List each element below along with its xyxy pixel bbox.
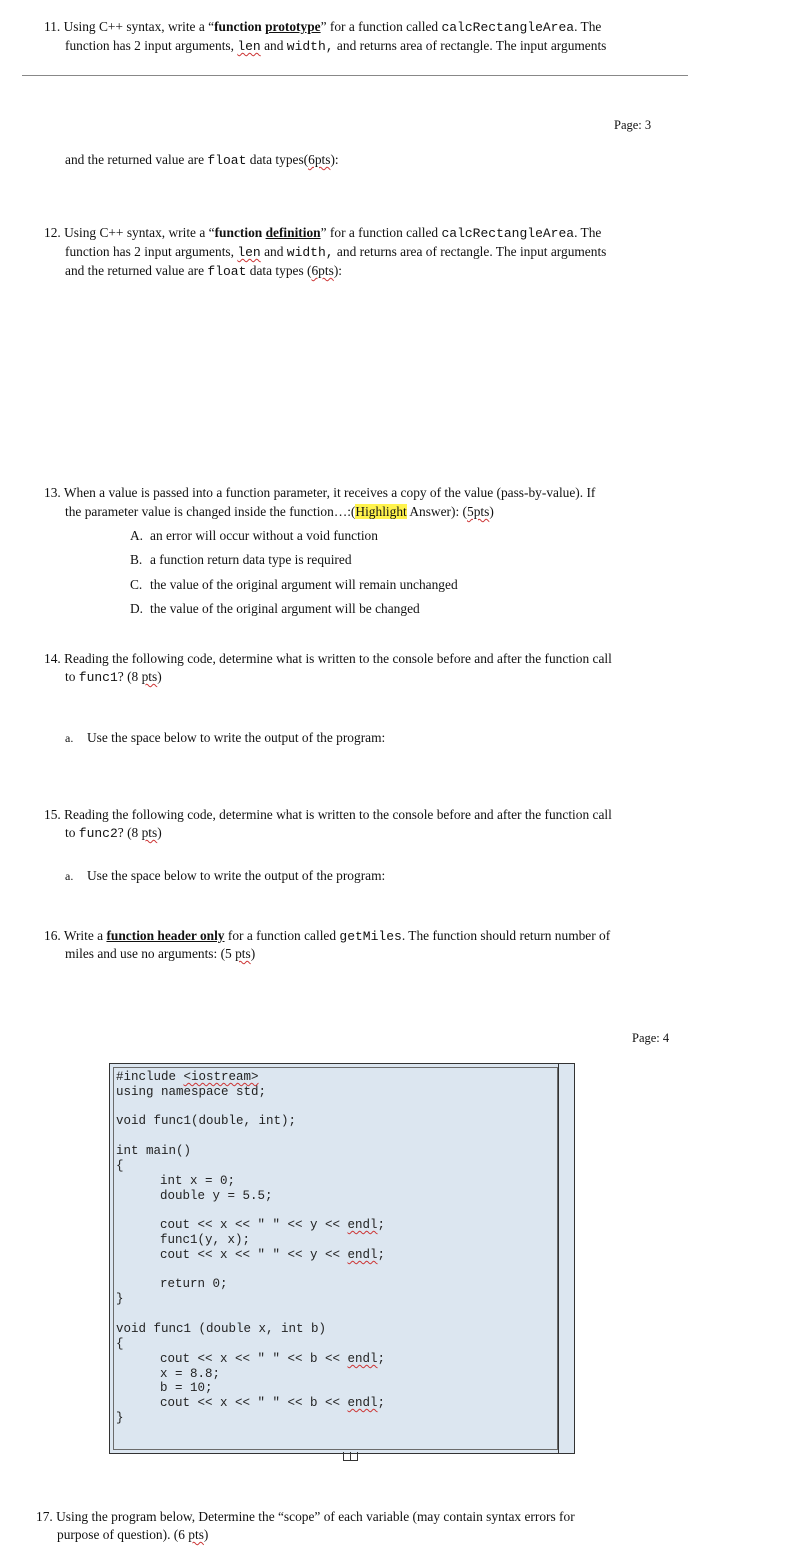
q14-line1: 14. Reading the following code, determine what is written to the console before and after the function call	[44, 651, 612, 666]
option-c[interactable]: C. the value of the original argument will remain unchanged	[130, 577, 458, 592]
code-cout-4: cout << x << " " << b << endl;	[160, 1396, 386, 1410]
code-main: int main()	[116, 1144, 192, 1158]
anchor-icon	[343, 1452, 358, 1461]
q17-number: 17.	[36, 1509, 53, 1524]
q14-line2: to func1? (8 pts)	[65, 669, 162, 685]
q12-function-name: calcRectangleArea	[441, 226, 575, 241]
q11-line1: 11. Using C++ syntax, write a “function prototype” for a function called calcRectangleArea. The	[44, 19, 602, 35]
q16-number: 16.	[44, 928, 61, 943]
q13-line2: the parameter value is changed inside the function…:(Highlight Answer): (5pts)	[65, 504, 494, 519]
q11-line2: function has 2 input arguments, len and width, and returns area of rectangle. The input arguments	[65, 38, 607, 54]
code-prototype: void func1(double, int);	[116, 1114, 297, 1128]
code-brace: {	[116, 1159, 124, 1173]
code-brace: }	[116, 1292, 124, 1306]
code-return: return 0;	[160, 1277, 228, 1291]
q13-number: 13.	[44, 485, 61, 500]
option-a[interactable]: A. an error will occur without a void function	[130, 528, 378, 543]
q12-line1: 12. Using C++ syntax, write a “function definition” for a function called calcRectangleArea. The	[44, 225, 602, 241]
q16-line1: 16. Write a function header only for a function called getMiles. The function should return number of	[44, 928, 611, 944]
q16-line2: miles and use no arguments: (5 pts)	[65, 946, 256, 961]
page-number-4: Page: 4	[632, 1031, 670, 1045]
q15-subpart-a: a. Use the space below to write the output of the program:	[65, 868, 386, 883]
code-def: void func1 (double x, int b)	[116, 1322, 327, 1336]
code-include: #include <iostream>	[116, 1070, 259, 1084]
q15-line2: to func2? (8 pts)	[65, 825, 162, 841]
code-brace: }	[116, 1411, 124, 1425]
page-break-rule	[22, 75, 688, 76]
q14-subpart-a: a. Use the space below to write the output of the program:	[65, 730, 386, 745]
code-brace: {	[116, 1337, 124, 1351]
q15-line1: 15. Reading the following code, determine what is written to the console before and after the function call	[44, 807, 612, 822]
q15-number: 15.	[44, 807, 61, 822]
code-listing	[109, 1063, 575, 1454]
highlight-word: Highlight	[355, 504, 407, 519]
code-cout-2: cout << x << " " << y << endl;	[160, 1248, 386, 1262]
code-using: using namespace std;	[116, 1085, 267, 1099]
code-cout-3: cout << x << " " << b << endl;	[160, 1352, 386, 1366]
code-assign-x: x = 8.8;	[160, 1367, 221, 1381]
code-decl-y: double y = 5.5;	[160, 1189, 273, 1203]
q17-line1: 17. Using the program below, Determine the “scope” of each variable (may contain syntax errors for	[36, 1509, 575, 1524]
code-scrollbar	[558, 1064, 574, 1453]
q11-line3: and the returned value are float data types(6pts):	[65, 152, 339, 168]
q13-line1: 13. When a value is passed into a function parameter, it receives a copy of the value (pass-by-value). If	[44, 485, 596, 500]
option-d[interactable]: D. the value of the original argument will be changed	[130, 601, 420, 616]
code-assign-b: b = 10;	[160, 1381, 213, 1395]
q11-function-name: calcRectangleArea	[441, 20, 575, 35]
q12-line3: and the returned value are float data types (6pts):	[65, 263, 342, 279]
page-number-3: Page: 3	[614, 118, 652, 132]
q14-number: 14.	[44, 651, 61, 666]
code-decl-x: int x = 0;	[160, 1174, 236, 1188]
option-b[interactable]: B. a function return data type is required	[130, 552, 352, 567]
code-cout-1: cout << x << " " << y << endl;	[160, 1218, 386, 1232]
q12-line2: function has 2 input arguments, len and width, and returns area of rectangle. The input arguments	[65, 244, 607, 260]
q17-line2: purpose of question). (6 pts)	[57, 1527, 209, 1542]
code-call: func1(y, x);	[160, 1233, 251, 1247]
q11-number: 11.	[44, 19, 61, 34]
q12-number: 12.	[44, 225, 61, 240]
